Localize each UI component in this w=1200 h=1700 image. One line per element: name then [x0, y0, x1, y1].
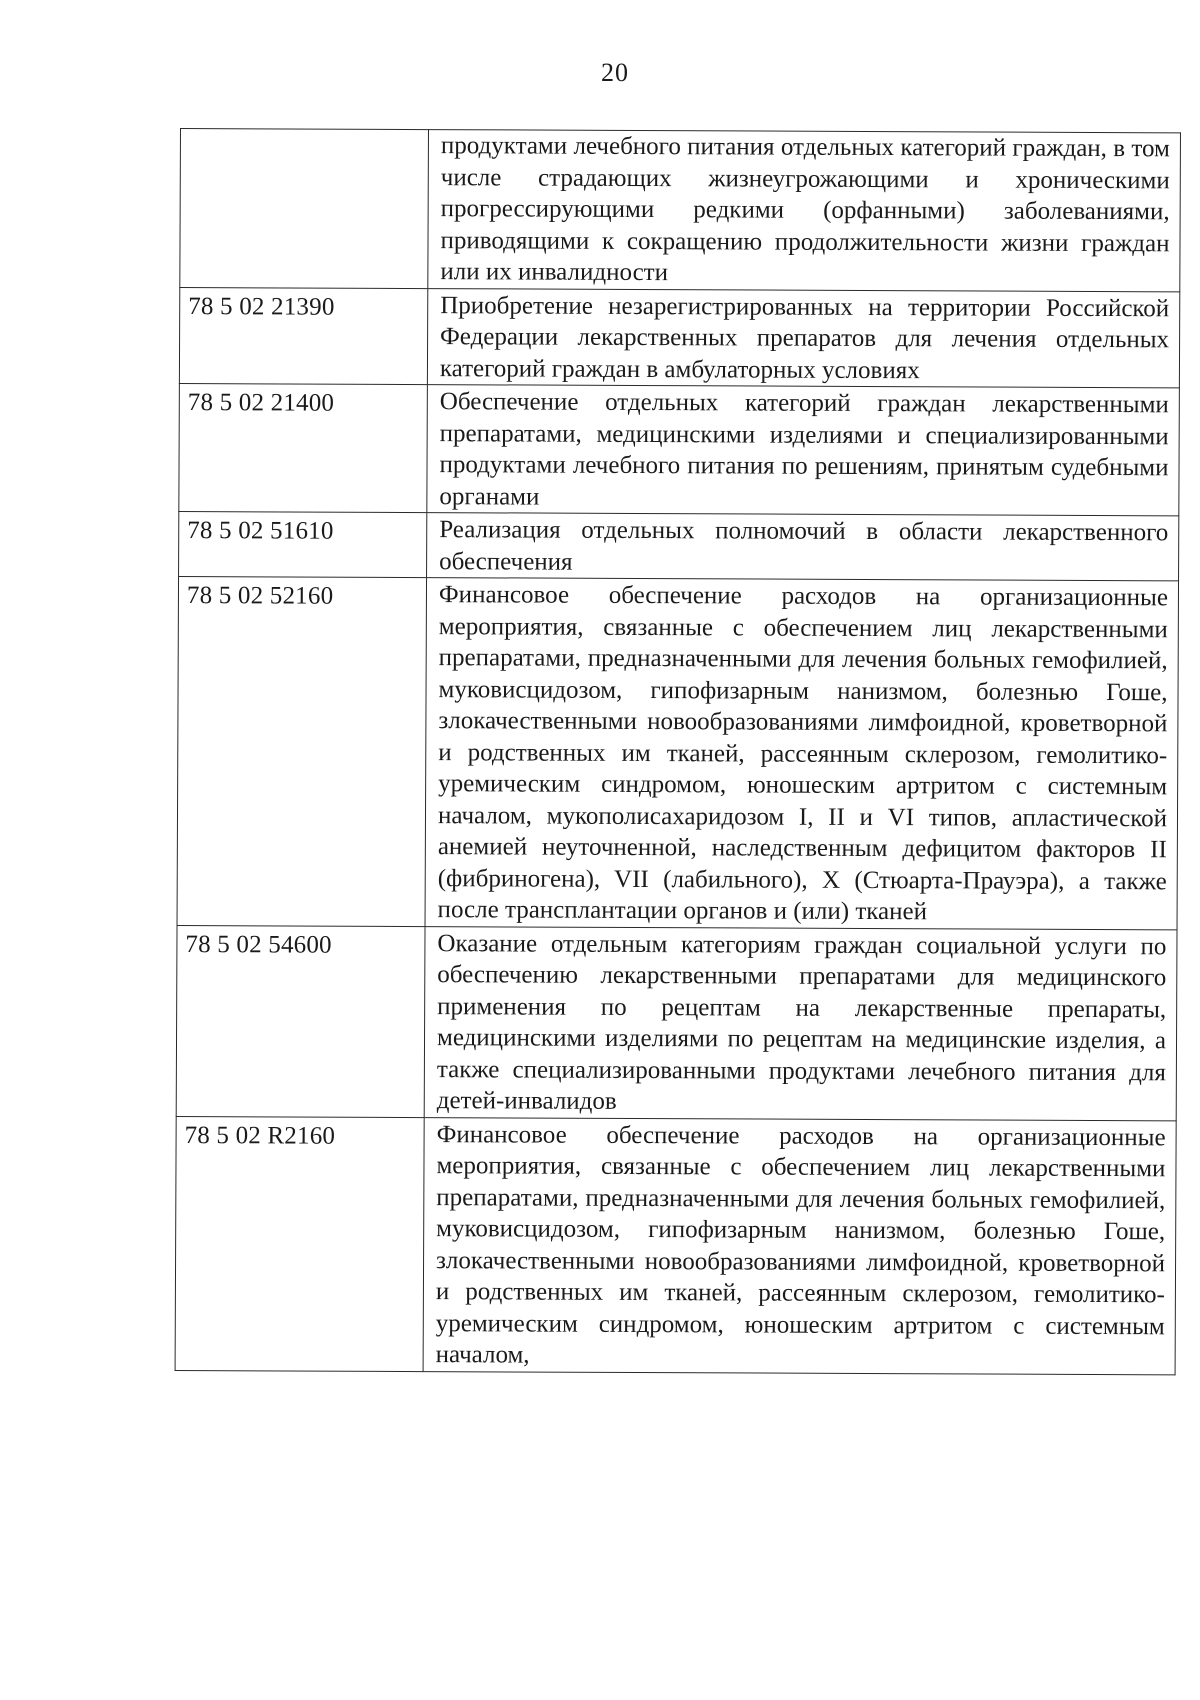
expense-description-text: Финансовое обеспечение расходов на организационные мероприятия, связанные с обеспечением лиц лекарственными препаратами, предназначенными для лечения больных гемофилией, муковисцидозом, гипофизарным нанизмом, болезнью Гоше, злокачественными новообразованиями лимфоидной, кроветворной и родственных им тканей, рассеянным склерозом, гемолитико-уремическим синдромом, юношеским артритом с системным началом,	[435, 1120, 1166, 1369]
expense-description	[427, 385, 1180, 516]
budget-classification-table	[175, 128, 1181, 1375]
expense-description-text: Реализация отдельных полномочий в области лекарственного обеспечения	[439, 516, 1169, 576]
table-row	[179, 511, 1179, 580]
expense-description-text: продуктами лечебного питания отдельных категорий граждан, в том числе страдающих жизнеугрожающими и хроническими прогрессирующими редкими (орфанными) заболеваниями, приводящими к сокращению продолжительности жизни граждан или их инвалидности	[440, 132, 1170, 287]
expense-code: 78 5 02 21400	[179, 383, 428, 512]
expense-code: 78 5 02 52160	[177, 576, 427, 926]
expense-description-text: Приобретение незарегистрированных на территории Российской Федерации лекарственных препаратов для лечения отдельных категорий граждан в амбулаторных условиях	[439, 291, 1170, 384]
expense-description	[427, 513, 1179, 581]
expense-description-text: Обеспечение отдельных категорий граждан лекарственными препаратами, медицинскими изделиями и специализированными продуктами лечебного питания по решениям, принятым судебными органами	[439, 388, 1169, 511]
table-row	[176, 925, 1177, 1120]
expense-description	[424, 926, 1177, 1120]
expense-description	[427, 288, 1179, 388]
expense-description	[425, 578, 1179, 930]
expense-code: 78 5 02 51610	[179, 511, 427, 577]
expense-code: 78 5 02 21390	[179, 287, 427, 385]
page-number: 20	[601, 58, 629, 87]
expense-code: 78 5 02 54600	[176, 925, 425, 1117]
expense-description-text: Финансовое обеспечение расходов на организационные мероприятия, связанные с обеспечением лиц лекарственными препаратами, предназначенными для лечения больных гемофилией, муковисцидозом, гипофизарным нанизмом, болезнью Гоше, злокачественными новообразованиями лимфоидной, кроветворной и родственных им тканей, рассеянным склерозом, гемолитико-уремическим синдромом, юношеским артритом с системным началом, мукополисахаридозом I, II и VI типов, апластической анемией неуточненной, наследственным дефицитом факторов II (фибриногена), VII (лабильного), X (Стюарта-Прауэра), а также после трансплантации органов и (или) тканей	[437, 581, 1169, 926]
table-row	[179, 287, 1179, 388]
expense-code: 78 5 02 R2160	[175, 1116, 424, 1371]
expense-code	[180, 129, 429, 289]
table-row	[175, 1116, 1176, 1374]
expense-description-text: Оказание отдельным категориям граждан социальной услуги по обеспечению лекарственными препаратами для медицинского применения по рецептам на лекарственные препараты, медицинскими изделиями по рецептам на медицинские изделия, а также специализированными продуктами лечебного питания для детей-инвалидов	[436, 929, 1167, 1115]
table-row	[180, 129, 1181, 292]
expense-description	[428, 130, 1181, 292]
table-row	[177, 576, 1179, 929]
table-row	[179, 383, 1180, 515]
expense-description	[423, 1117, 1176, 1374]
